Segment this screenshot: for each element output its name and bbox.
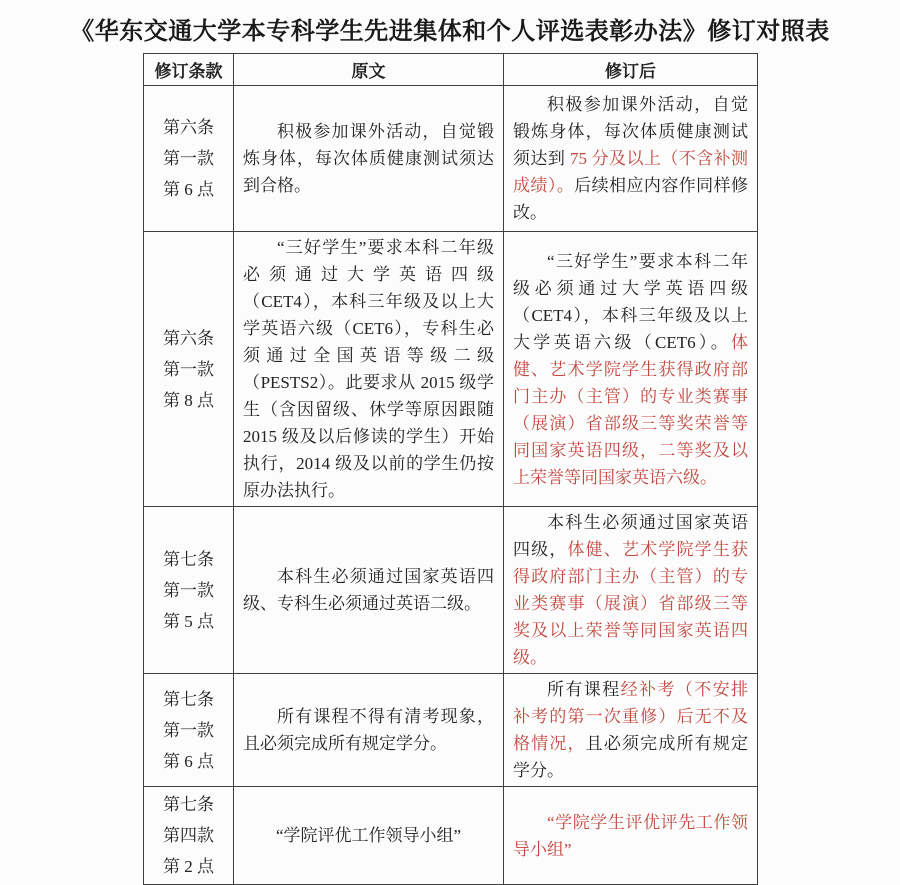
clause-line: 第六条 xyxy=(163,328,214,348)
revised-text-cell xyxy=(504,86,758,232)
revised-highlight-text: 体健、艺术学院学生获得政府部门主办（主管）的专业类赛事（展演）省部级三等奖荣誉等同国家英语四级，二等奖及以上荣誉等同国家英语六级。 xyxy=(513,332,748,487)
text-segment: 本科生必须通过国家英语四级、专科生必须通过英语二级。 xyxy=(243,567,494,613)
table-header-row xyxy=(144,54,758,86)
table-row xyxy=(144,86,758,232)
clause-line: 第七条 xyxy=(163,549,214,569)
page-title: 《华东交通大学本专科学生先进集体和个人评选表彰办法》修订对照表 xyxy=(70,19,830,45)
text-segment: “三好学生”要求本科二年级必须通过大学英语四级（CET4），本科三年级及以上大学英语六级（CET6），专科生必须通过全国英语等级二级（PESTS2）。此要求从 2015 级学生（含因留级、休学等原因跟随 2015 级及以后修读的学生）开始执行，2014 级及以前的学生仍按原办法执行。 xyxy=(243,238,494,500)
table-row xyxy=(144,787,758,885)
text-segment: “学院评优工作领导小组” xyxy=(275,826,462,845)
original-text-cell xyxy=(234,674,504,787)
original-text xyxy=(243,703,494,757)
text-segment: 所有课程不得有清考现象，且必须完成所有规定学分。 xyxy=(243,707,494,753)
original-text xyxy=(243,234,494,504)
text-segment: 后续相应内容作同样修改。 xyxy=(513,176,749,222)
table-body xyxy=(144,86,758,885)
text-segment: “三好学生”要求本科二年级必须通过大学英语四级（CET4），本科三年级及以上大学英语六级（CET6）。 xyxy=(513,251,748,352)
document-page xyxy=(0,11,900,876)
clause-line: 第 5 点 xyxy=(163,611,214,631)
clause-line: 第一款 xyxy=(163,359,214,379)
revised-text-cell xyxy=(504,674,758,787)
text-segment: 且必须完成所有规定学分。 xyxy=(513,734,749,780)
revised-text xyxy=(513,809,748,863)
clause-line: 第七条 xyxy=(163,795,214,814)
table-row xyxy=(144,674,758,787)
original-text-cell xyxy=(234,787,504,885)
clause-line: 第 6 点 xyxy=(163,180,214,199)
revised-text-cell xyxy=(504,507,758,674)
revised-highlight-text: 体健、艺术学院学生获得政府部门主办（主管）的专业类赛事（展演）省部级三等奖及以上荣誉等同国家英语四级。 xyxy=(513,540,748,667)
original-text xyxy=(243,118,494,199)
clause-line: 第 2 点 xyxy=(163,857,214,876)
text-segment: 积极参加课外活动，自觉锻炼身体，每次体质健康测试须达到合格。 xyxy=(243,122,494,195)
table-row xyxy=(144,232,758,507)
revised-text-cell xyxy=(504,232,758,507)
column-header-clause: 修订条款 xyxy=(144,54,234,86)
revised-highlight-text: “学院学生评优评先工作领导小组” xyxy=(513,812,748,859)
clause-cell xyxy=(144,507,234,674)
clause-cell xyxy=(144,787,234,885)
original-text xyxy=(243,563,494,617)
clause-line: 第七条 xyxy=(163,689,214,709)
revised-highlight-text: 75 分及以上（不含补测成绩）。 xyxy=(513,149,749,195)
clause-line: 第 8 点 xyxy=(163,390,214,410)
clause-line: 第一款 xyxy=(163,149,214,168)
revised-text xyxy=(513,676,748,784)
revised-text-cell xyxy=(504,787,758,885)
original-text-cell xyxy=(234,86,504,232)
text-segment: 本科生必须通过国家英语四级， xyxy=(513,513,748,559)
clause-cell xyxy=(144,86,234,232)
clause-line: 第一款 xyxy=(163,720,214,740)
clause-line: 第六条 xyxy=(163,118,214,137)
original-text-cell xyxy=(234,507,504,674)
clause-cell xyxy=(144,674,234,787)
column-header-original: 原文 xyxy=(234,54,504,86)
clause-line: 第四款 xyxy=(163,826,214,845)
clause-line: 第 6 点 xyxy=(163,751,214,771)
text-segment: 积极参加课外活动，自觉锻炼身体，每次体质健康测试须达到 xyxy=(513,95,748,168)
clause-cell xyxy=(144,232,234,507)
revised-text xyxy=(513,509,748,671)
revised-text xyxy=(513,91,748,226)
table-row xyxy=(144,507,758,674)
revised-highlight-text: 经补考（不安排补考的第一次重修）后无不及格情况， xyxy=(513,680,749,753)
original-text xyxy=(243,822,494,849)
revised-text xyxy=(513,248,748,491)
column-header-revised: 修订后 xyxy=(504,54,758,86)
clause-line: 第一款 xyxy=(163,580,214,600)
text-segment: 所有课程 xyxy=(547,680,621,699)
revision-comparison-table xyxy=(143,53,758,885)
original-text-cell xyxy=(234,232,504,507)
